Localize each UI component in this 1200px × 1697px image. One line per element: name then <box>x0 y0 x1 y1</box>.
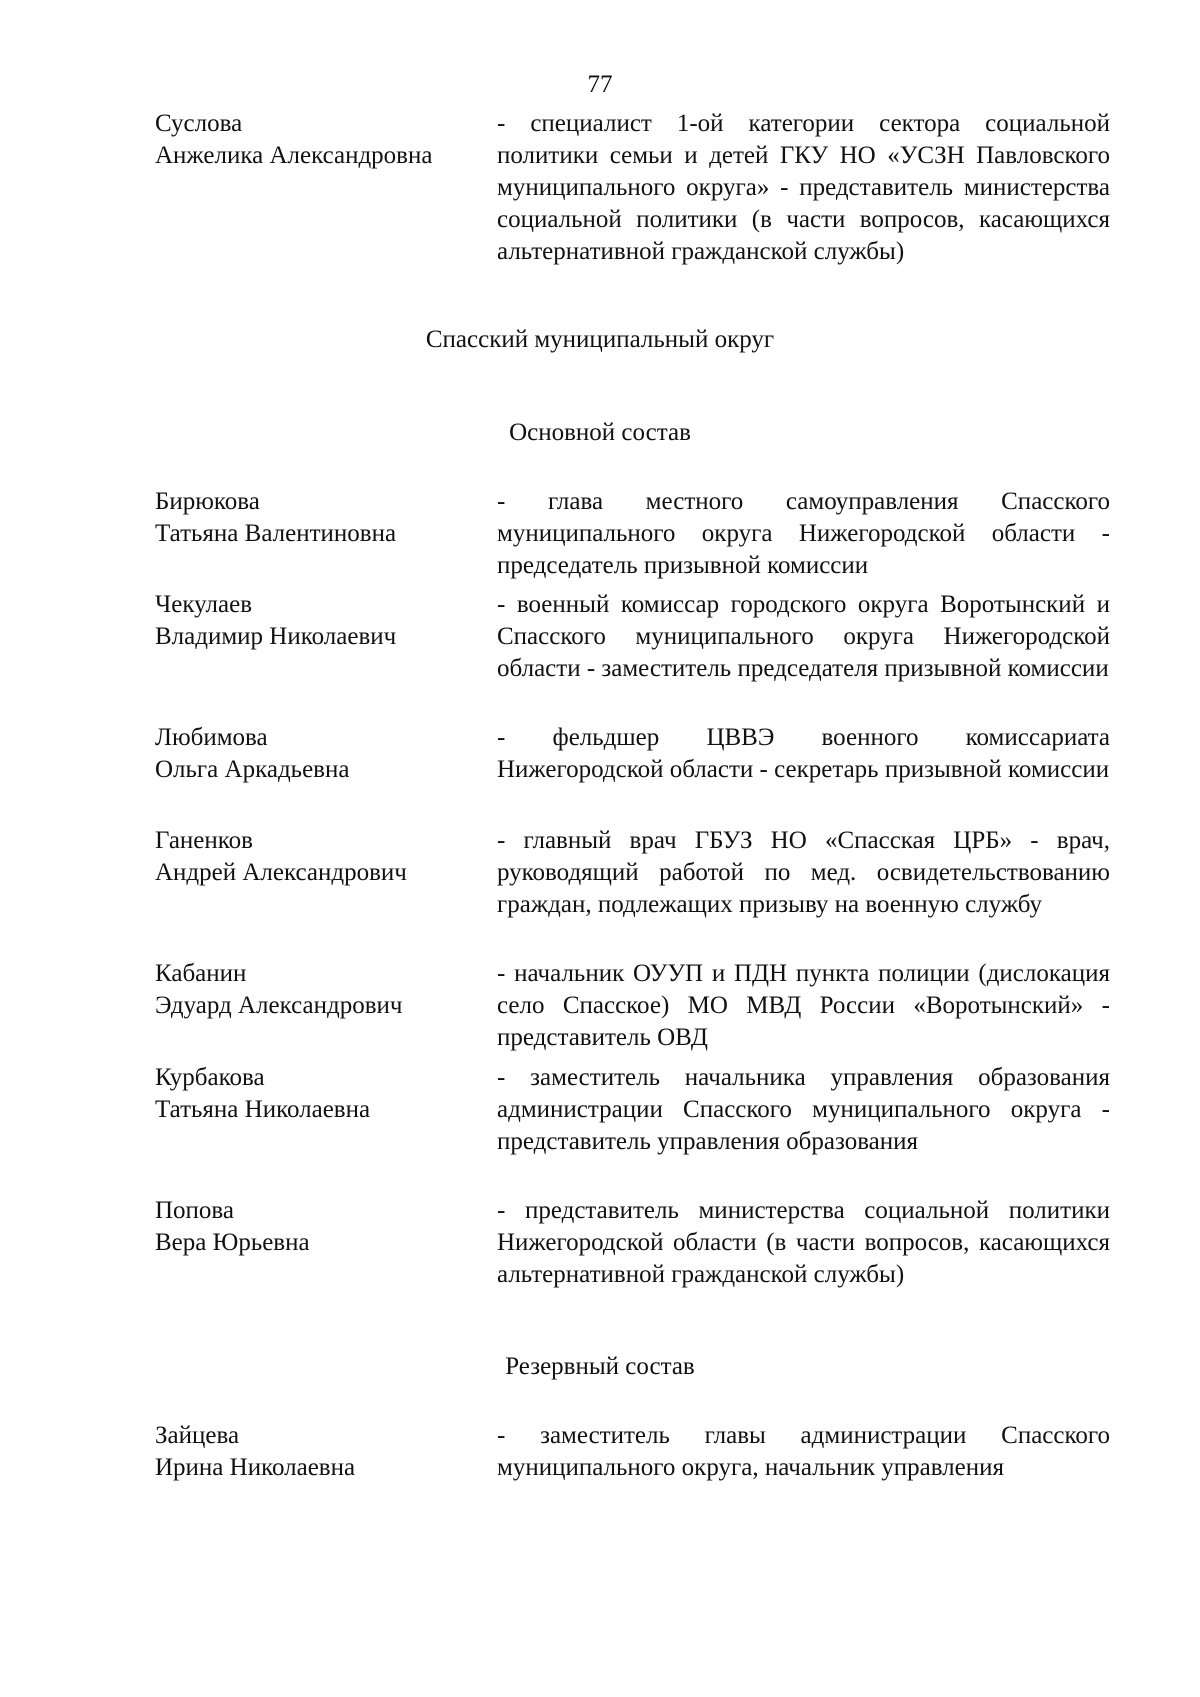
member-role: - военный комиссар городского округа Воротынский и Спасского муниципального округа Нижегородской области - заместитель председателя призывной комиссии <box>497 591 1110 682</box>
member-role: - представитель министерства социальной политики Нижегородской области (в части вопросов, касающихся альтернативной гражданской службы) <box>497 1197 1110 1288</box>
page-number: 77 <box>587 71 613 98</box>
member-surname: Бирюкова <box>155 488 260 515</box>
member-surname: Любимова <box>155 724 268 751</box>
member-name <box>155 486 485 550</box>
member-role: - заместитель начальника управления образования администрации Спасского муниципального округа - представитель управления образования <box>497 1064 1110 1155</box>
member-name <box>155 1062 485 1126</box>
member-name <box>155 1195 485 1259</box>
member-surname: Кабанин <box>155 960 247 987</box>
member-surname: Зайцева <box>155 1422 240 1449</box>
member-role: - специалист 1-ой категории сектора социальной политики семьи и детей ГКУ НО «УСЗН Павловского муниципального округа» - представитель министерства социальной политики (в части вопросов, касающихся альтернативной гражданской службы) <box>497 110 1110 265</box>
member-surname: Чекулаев <box>155 591 253 618</box>
member-name <box>155 825 485 889</box>
member-given-name: Андрей Александрович <box>155 859 407 886</box>
member-given-name: Татьяна Николаевна <box>155 1096 371 1123</box>
member-name <box>155 589 485 653</box>
member-name <box>155 958 485 1022</box>
member-role: - начальник ОУУП и ПДН пункта полиции (дислокация село Спасское) МО МВД России «Воротынский» - представитель ОВД <box>497 960 1110 1051</box>
member-given-name: Эдуард Александрович <box>155 992 403 1019</box>
member-name <box>155 1420 485 1484</box>
member-role: - глава местного самоуправления Спасского муниципального округа Нижегородской области - председатель призывной комиссии <box>497 488 1110 579</box>
member-surname: Ганенков <box>155 827 253 854</box>
member-surname: Попова <box>155 1197 235 1224</box>
member-surname: Курбакова <box>155 1064 265 1091</box>
member-given-name: Татьяна Валентиновна <box>155 520 397 547</box>
member-surname: Суслова <box>155 110 243 137</box>
member-name <box>155 722 485 786</box>
reserve-composition-heading: Резервный состав <box>505 1353 695 1380</box>
member-given-name: Вера Юрьевна <box>155 1229 310 1256</box>
member-given-name: Владимир Николаевич <box>155 623 397 650</box>
member-name <box>155 108 485 172</box>
district-title: Спасский муниципальный округ <box>425 326 775 353</box>
member-role: - заместитель главы администрации Спасского муниципального округа, начальник управления <box>497 1422 1110 1481</box>
member-given-name: Ольга Аркадьевна <box>155 756 350 783</box>
member-given-name: Ирина Николаевна <box>155 1454 356 1481</box>
member-role: - главный врач ГБУЗ НО «Спасская ЦРБ» - врач, руководящий работой по мед. освидетельствованию граждан, подлежащих призыву на военную службу <box>497 827 1110 918</box>
member-given-name: Анжелика Александровна <box>155 142 433 169</box>
member-role: - фельдшер ЦВВЭ военного комиссариата Нижегородской области - секретарь призывной комиссии <box>497 724 1110 783</box>
main-composition-heading: Основной состав <box>509 419 691 446</box>
